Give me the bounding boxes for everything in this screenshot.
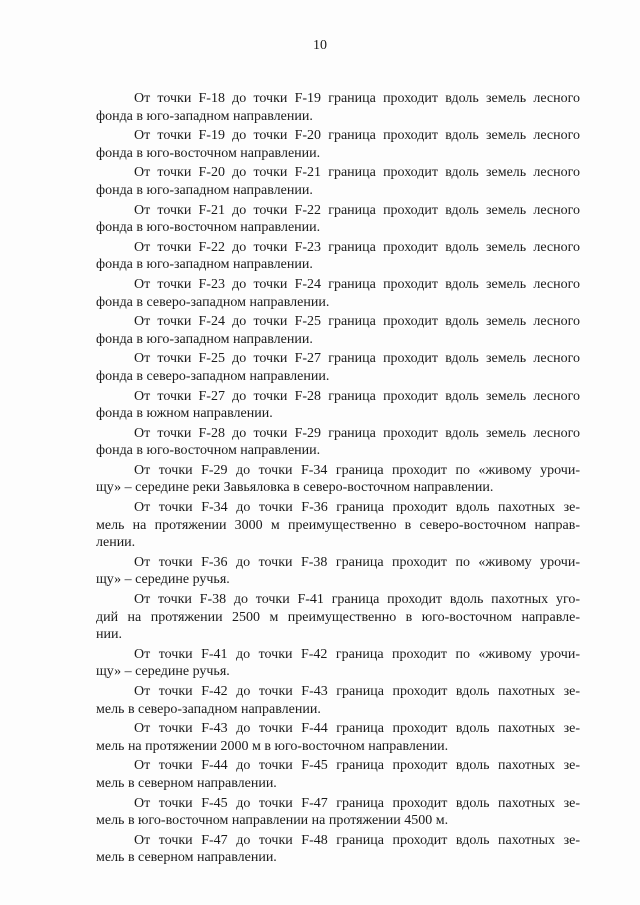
paragraph-line: фонда в юго-восточном направлении. xyxy=(96,145,321,161)
paragraph-line: От точки F-44 до точки F-45 граница проходит вдоль пахотных зе- xyxy=(134,758,580,774)
paragraph-line: От точки F-42 до точки F-43 граница проходит вдоль пахотных зе- xyxy=(134,684,580,699)
paragraph xyxy=(96,350,580,385)
paragraph xyxy=(96,425,580,460)
paragraph xyxy=(96,683,580,718)
paragraph-line: От точки F-34 до точки F-36 граница проходит вдоль пахотных зе- xyxy=(134,500,580,516)
paragraph-line: фонда в юго-восточном направлении. xyxy=(96,220,321,236)
paragraph xyxy=(96,591,580,644)
paragraph-line: мель в северо-западном направлении. xyxy=(96,701,321,717)
paragraph xyxy=(96,795,580,830)
paragraph-line: От точки F-23 до точки F-24 граница проходит вдоль земель лесного xyxy=(134,276,580,292)
paragraph-line: От точки F-38 до точки F-41 граница проходит вдоль пахотных уго- xyxy=(134,592,580,608)
document-body xyxy=(96,90,580,869)
paragraph-line: мель в юго-восточном направлении на протяжении 4500 м. xyxy=(96,813,449,829)
paragraph-line: От точки F-21 до точки F-22 граница проходит вдоль земель лесного xyxy=(134,202,580,218)
paragraph-line: фонда в северо-западном направлении. xyxy=(96,368,330,384)
paragraph xyxy=(96,757,580,792)
paragraph xyxy=(96,832,580,867)
paragraph xyxy=(96,462,580,497)
paragraph-line: мель в северном направлении. xyxy=(96,775,277,791)
page-number: 10 xyxy=(313,38,327,53)
paragraph-line: фонда в северо-западном направлении. xyxy=(96,294,330,310)
paragraph-line: фонда в юго-западном направлении. xyxy=(96,108,313,124)
paragraph-line: дий на протяжении 2500 м преимущественно в юго-восточном направле- xyxy=(96,609,580,625)
paragraph-line: нии. xyxy=(96,627,122,643)
paragraph-line: От точки F-27 до точки F-28 граница проходит вдоль земель лесного xyxy=(134,388,580,404)
paragraph xyxy=(96,554,580,589)
paragraph xyxy=(96,276,580,311)
paragraph-line: фонда в юго-западном направлении. xyxy=(96,331,313,347)
paragraph-line: щу» – середине ручья. xyxy=(96,664,230,680)
paragraph-line: лении. xyxy=(96,535,136,551)
paragraph-line: фонда в южном направлении. xyxy=(96,406,273,422)
paragraph xyxy=(96,239,580,274)
paragraph-line: От точки F-36 до точки F-38 граница проходит по «живому урочи- xyxy=(134,554,580,570)
paragraph-line: От точки F-19 до точки F-20 граница проходит вдоль земель лесного xyxy=(134,128,580,144)
paragraph-line: От точки F-18 до точки F-19 граница проходит вдоль земель лесного xyxy=(134,91,580,106)
paragraph xyxy=(96,388,580,423)
paragraph xyxy=(96,646,580,681)
paragraph-line: От точки F-43 до точки F-44 граница проходит вдоль пахотных зе- xyxy=(134,721,580,737)
paragraph-line: фонда в юго-восточном направлении. xyxy=(96,443,321,459)
paragraph xyxy=(96,720,580,755)
paragraph-line: От точки F-20 до точки F-21 граница проходит вдоль земель лесного xyxy=(134,165,580,181)
paragraph-line: мель на протяжении 2000 м в юго-восточном направлении. xyxy=(96,738,449,754)
paragraph xyxy=(96,127,580,162)
paragraph xyxy=(96,90,580,125)
paragraph-line: фонда в юго-западном направлении. xyxy=(96,182,313,198)
paragraph-line: мель на протяжении 3000 м преимущественно в северо-восточном направ- xyxy=(96,517,580,533)
paragraph xyxy=(96,202,580,237)
paragraph-line: От точки F-25 до точки F-27 граница проходит вдоль земель лесного xyxy=(134,351,580,367)
paragraph-line: От точки F-24 до точки F-25 граница проходит вдоль земель лесного xyxy=(134,314,580,330)
paragraph-line: От точки F-45 до точки F-47 граница проходит вдоль пахотных зе- xyxy=(134,795,580,811)
paragraph xyxy=(96,499,580,552)
paragraph-line: От точки F-29 до точки F-34 граница проходит по «живому урочи- xyxy=(134,462,580,478)
paragraph-line: фонда в юго-западном направлении. xyxy=(96,257,313,273)
paragraph-line: мель в северном направлении. xyxy=(96,850,277,866)
paragraph-line: щу» – середине реки Завьяловка в северо-восточном направлении. xyxy=(96,480,494,496)
paragraph-line: От точки F-22 до точки F-23 граница проходит вдоль земель лесного xyxy=(134,239,580,255)
paragraph-line: От точки F-28 до точки F-29 граница проходит вдоль земель лесного xyxy=(134,425,580,441)
paragraph-line: От точки F-41 до точки F-42 граница проходит по «живому урочи- xyxy=(134,646,580,662)
paragraph xyxy=(96,164,580,199)
paragraph-line: щу» – середине ручья. xyxy=(96,572,230,588)
paragraph xyxy=(96,313,580,348)
paragraph-line: От точки F-47 до точки F-48 граница проходит вдоль пахотных зе- xyxy=(134,832,580,848)
